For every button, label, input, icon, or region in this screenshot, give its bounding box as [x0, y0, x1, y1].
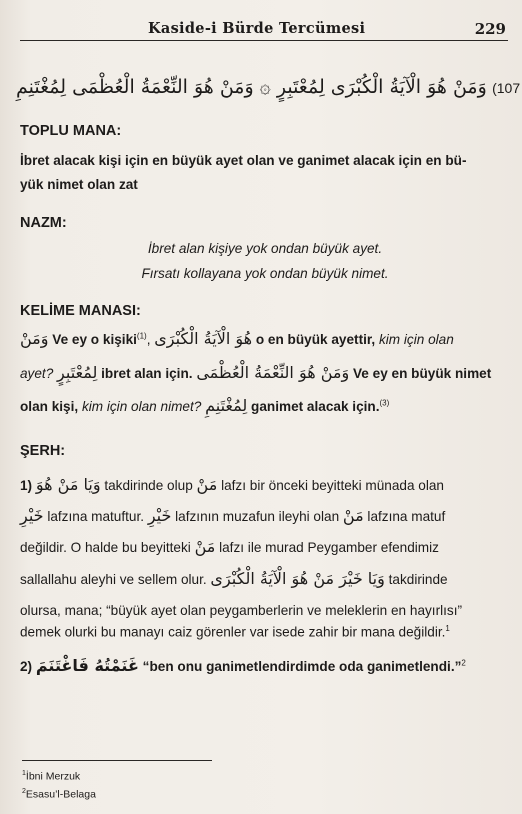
serh-num-1: 1)	[20, 478, 33, 493]
footnote-1	[22, 770, 80, 783]
verse-arabic: وَمَنْ هُوَ الْآيَةُ الْكُبْرَى لِمُعْتَبِرٍ ۞ وَمَنْ هُوَ النِّعْمَةُ الْعُظْمَى لِمُغْتَنِمِ	[16, 76, 487, 98]
serh-line-4	[20, 569, 510, 588]
kelime-heading: KELİME MANASI:	[20, 303, 141, 319]
kelime-text-5: ibret alan için.	[97, 366, 197, 381]
kelime-ar-4: وَمَنْ هُوَ النِّعْمَةُ الْعُظْمَى	[196, 363, 350, 382]
serh-sup-2: 2	[461, 658, 466, 668]
nazm-heading: NAZM:	[20, 215, 67, 231]
serh-num-2: 2)	[20, 659, 33, 674]
nazm-line-2: Fırsatı kollayana yok ondan büyük nimet.	[141, 266, 389, 281]
kelime-text-4: ayet?	[20, 366, 58, 381]
kelime-text-8: kim için olan nimet?	[78, 399, 206, 414]
serh-text-11: “ben onu ganimetlendirdimde oda ganimetlendi.”	[138, 659, 462, 674]
serh-ar-7: وَيَا خَيْرَ مَنْ هُوَ الْآيَةُ الْكُبْرَى	[210, 569, 385, 588]
verse-line	[16, 76, 521, 99]
footnote-2-text: Esasu’l-Belaga	[25, 788, 96, 801]
serh-sup-1: 1	[445, 624, 450, 633]
serh-line-3	[20, 537, 510, 556]
kelime-line-1	[20, 329, 510, 348]
serh-text-5: lafzına matuf	[363, 509, 446, 524]
serh-ar-5: مَنْ	[342, 506, 364, 525]
serh-text-1: takdirinde olup	[100, 478, 197, 493]
serh-ar-2: مَنْ	[196, 475, 218, 494]
running-header	[20, 18, 508, 41]
serh-text-10: demek olurki bu manayı caiz görenler var isede zahir bir mana değildir.	[20, 624, 446, 640]
kelime-text-1: Ve ey o kişiki	[48, 332, 137, 347]
kelime-text-2: o en büyük ayettir,	[252, 332, 376, 347]
serh-text-2: lafzı bir önceki beyitteki münada olan	[217, 478, 444, 493]
kelime-line-3	[20, 396, 510, 415]
nazm-line-1: İbret alan kişiye yok ondan büyük ayet.	[147, 241, 383, 256]
verse-number: (107	[492, 80, 521, 96]
serh-text-4: lafzının muzafun ileyhi olan	[171, 509, 343, 524]
footnote-2	[22, 788, 96, 801]
kelime-text-3: kim için olan	[375, 332, 454, 347]
serh-text-3: lafzına matuftur.	[43, 509, 148, 524]
serh-ar-4: خَيْرِ	[147, 506, 172, 525]
kelime-line-2	[20, 363, 510, 382]
serh-ar-3: خَيْرِ	[20, 506, 44, 525]
kelime-text-9: ganimet alacak için.	[247, 399, 380, 414]
serh-heading: ŞERH:	[20, 443, 66, 459]
serh-text-8: sallallahu aleyhi ve sellem olur.	[20, 572, 211, 587]
serh-ar-8: غَنَمْتُهُ فَاغْتَنَمَ	[35, 656, 139, 675]
footnote-1-num: 1	[22, 770, 26, 777]
kelime-text-7: olan kişi,	[20, 399, 79, 414]
kelime-sup-1: (1)	[136, 331, 147, 341]
serh-text-7: lafzı ile murad Peygamber efendimiz	[215, 540, 439, 555]
serh-line-7	[20, 656, 510, 675]
kelime-ar-1: وَمَنْ	[20, 329, 49, 348]
page-number: 229	[474, 20, 506, 38]
serh-text-9: takdirinde	[384, 572, 448, 587]
kelime-comma: ,	[146, 332, 155, 347]
kelime-text-6: Ve ey en büyük nimet	[349, 366, 492, 381]
kelime-ar-5: لِمُغْتَنِمِ	[205, 396, 248, 415]
toplu-mana-line-2: yük nimet olan zat	[20, 177, 138, 192]
serh-ar-1: وَيَا مَنْ هُوَ	[35, 475, 101, 494]
kelime-ar-3: لِمُعْتَبِرٍ	[57, 363, 98, 382]
serh-line-5: olursa, mana; “büyük ayet olan peygamberlerin ve meleklerin en hayırlısı”	[20, 603, 463, 618]
kelime-ar-2: هُوَ الْآيَةُ الْكُبْرَى	[154, 329, 253, 348]
serh-text-6: değildir. O halde bu beyitteki	[20, 540, 195, 555]
footnote-2-num: 2	[22, 788, 26, 795]
footnote-divider	[22, 760, 212, 761]
serh-line-1	[20, 475, 510, 494]
toplu-mana-heading: TOPLU MANA:	[20, 123, 122, 139]
footnote-1-text: İbni Merzuk	[25, 770, 81, 783]
kelime-sup-2: (3)	[379, 398, 390, 408]
toplu-mana-line-1: İbret alacak kişi için en büyük ayet olan ve ganimet alacak için en bü-	[20, 153, 467, 168]
serh-line-2	[20, 506, 510, 525]
serh-line-6	[20, 624, 510, 640]
header-title: Kaside-i Bürde Tercümesi	[148, 20, 366, 37]
serh-ar-6: مَنْ	[194, 537, 216, 556]
